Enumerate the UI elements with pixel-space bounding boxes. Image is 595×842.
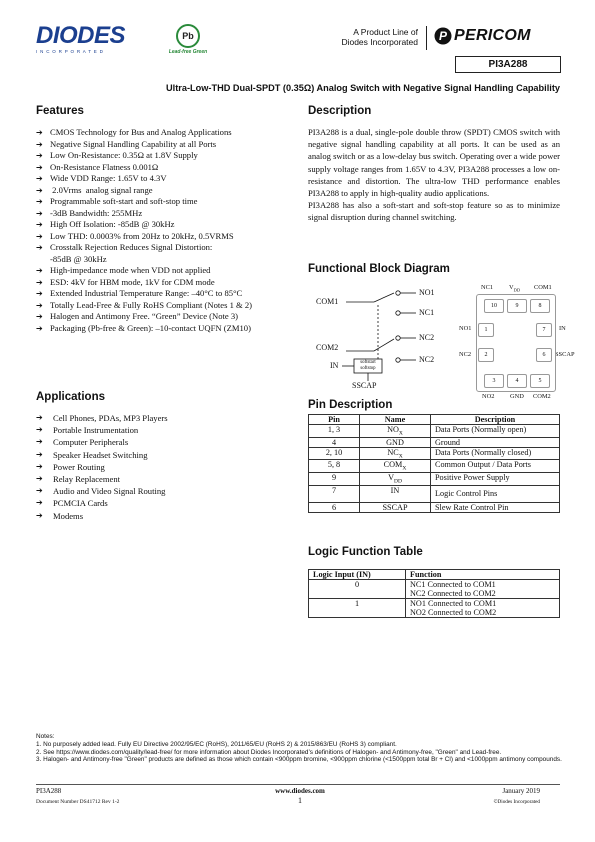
product-line (318, 27, 418, 47)
no1-label: NO1 (419, 288, 435, 297)
pin-3: 3 (484, 374, 504, 388)
list-item: ➔ 2.0Vrms analog signal range (36, 185, 296, 197)
pericom-logo-text: PERICOM (454, 27, 531, 44)
footer-doc-number: Document Number DS41712 Rev 1-2 (36, 799, 120, 805)
pin-6: 6 (536, 348, 552, 362)
product-line-1: A Product Line of (353, 27, 418, 37)
logic-function-table (308, 569, 560, 618)
footer-copyright: ©Diodes Incorporated (493, 799, 540, 805)
pin-description-heading: Pin Description (308, 399, 393, 411)
package-pinout (456, 282, 580, 404)
table-row: 9 $V_{DD}$ Positive Power Supply (309, 472, 560, 485)
list-item: ➔ Programmable soft-start and soft-stop time (36, 196, 296, 208)
list-item: ➔ Crosstalk Rejection Reduces Signal Distortion: -85dB @ 30kHz (36, 242, 296, 265)
com2-label: COM2 (316, 343, 339, 352)
list-item: ➔ Modems (36, 510, 286, 522)
lead-free-icon (176, 24, 200, 48)
col-logic-input: Logic Input (IN) (309, 570, 406, 580)
table-row: 6 SSCAP Slew Rate Control Pin (309, 502, 560, 512)
nc2-label: NC2 (419, 333, 435, 342)
lead-free-badge (168, 24, 208, 55)
pkg-com2-label: COM2 (533, 393, 551, 400)
notes-heading: Notes: (36, 733, 55, 740)
pin-9: 9 (507, 299, 527, 313)
diodes-logo-text: DIODES (36, 22, 126, 49)
svg-text:P: P (438, 29, 448, 43)
pin-1: 1 (478, 323, 494, 337)
table-row: 1, 3 $NO_X$ Data Ports (Normally open) (309, 425, 560, 438)
applications-heading: Applications (36, 391, 106, 403)
description-body (308, 126, 560, 224)
footer-divider (36, 784, 560, 785)
description-paragraph-2: PI3A288 has also a soft-start and soft-stop feature so as to minimize signal disruption during channel switching. (308, 200, 560, 223)
table-row: 1 NO1 Connected to COM1 NO2 Connected to COM2 (309, 599, 560, 618)
document-title: Ultra-Low-THD Dual-SPDT (0.35Ω) Analog Switch with Negative Signal Handling Capability (166, 83, 560, 93)
list-item: ➔ High Off Isolation: -85dB @ 30kHz (36, 219, 296, 231)
col-function: Function (406, 570, 560, 580)
block-diagram-heading: Functional Block Diagram (308, 263, 450, 275)
list-item: ➔ Cell Phones, PDAs, MP3 Players (36, 412, 286, 424)
col-name: Name (360, 415, 431, 425)
lead-free-badge-text: Pb (182, 31, 194, 41)
pin-10: 10 (484, 299, 504, 313)
pkg-nc1-label: NC1 (481, 284, 494, 291)
switch-diagram (312, 283, 452, 393)
description-heading: Description (308, 105, 372, 117)
notes (36, 733, 566, 764)
footer-page-number: 1 (298, 796, 302, 805)
list-item: ➔ Computer Peripherals (36, 436, 286, 448)
pericom-logo (434, 27, 531, 45)
list-item: ➔ ESD: 4kV for HBM mode, 1kV for CDM mode (36, 277, 296, 289)
part-number-box (455, 56, 561, 73)
col-pin: Pin (309, 415, 360, 425)
list-item-continuation: -85dB @ 30kHz (50, 253, 107, 264)
pkg-sscap-label: SSCAP (555, 351, 575, 358)
pin-8: 8 (530, 299, 550, 313)
nc2-label-lower: NC2 (419, 355, 435, 364)
list-item: ➔ Low On-Resistance: 0.35Ω at 1.8V Supply (36, 150, 296, 162)
table-row: 5, 8 $COM_X$ Common Output / Data Ports (309, 460, 560, 473)
list-item: ➔ -3dB Bandwidth: 255MHz (36, 208, 296, 220)
pkg-gnd-label: GND (510, 393, 524, 400)
com1-label: COM1 (316, 297, 339, 306)
list-item: ➔ On-Resistance Flatness 0.001Ω (36, 162, 296, 174)
pin-description-table (308, 414, 560, 513)
note-3: 3. Halogen- and Antimony-free "Green" products are defined as those which contain <900ppm bromine, <900ppm chlorine (<1500ppm total Br + Cl) and <1000ppm antimony compounds. (36, 756, 562, 764)
applications-list (36, 412, 286, 522)
list-item: ➔ High-impedance mode when VDD not applied (36, 265, 296, 277)
sscap-label: SSCAP (352, 381, 377, 390)
table-row: 2, 10 $NC_X$ Data Ports (Normally closed) (309, 447, 560, 460)
features-heading: Features (36, 105, 84, 117)
in-label: IN (330, 361, 339, 370)
nc1-label: NC1 (419, 308, 435, 317)
table-row: 4 GND Ground (309, 437, 560, 447)
header-divider (426, 26, 427, 50)
list-item: ➔ Extended Industrial Temperature Range: –40°C to 85°C (36, 288, 296, 300)
list-item: ➔ Wide VDD Range: 1.65V to 4.3V (36, 173, 296, 185)
pkg-no2-label: NO2 (482, 393, 495, 400)
footer-part: PI3A288 (36, 787, 62, 795)
list-item: ➔ Portable Instrumentation (36, 424, 286, 436)
list-item: ➔ Power Routing (36, 461, 286, 473)
description-paragraph-1: PI3A288 is a dual, single-pole double throw (SPDT) CMOS switch with negative signal handling capability at all ports. It can be used as an analog switch or as a low-delay bus switch. Operating over a wide power supply voltage ranges from 1.65V to 4.3V, PI3A288 processes a low on-resistance and distortion. The ultra-low THD performance enables PI3A288 to apply in high-quality audio applications. (308, 127, 560, 199)
pin-4: 4 (507, 374, 527, 388)
pericom-p-icon (434, 27, 452, 45)
pkg-vdd-label: $V_{DD}$ (509, 284, 521, 293)
control-block-line-1: softstart (360, 360, 376, 365)
list-item: ➔ Audio and Video Signal Routing (36, 485, 286, 497)
note-2: 2. See https://www.diodes.com/quality/lead-free/ for more information about Diodes Incorporated’s definitions of Halogen- and Antimony-free, "Green" and Lead-free. (36, 748, 502, 756)
control-block-line-2: softstop (360, 366, 376, 371)
features-list (36, 127, 296, 334)
list-item: ➔ PCMCIA Cards (36, 497, 286, 509)
pkg-com1-label: COM1 (534, 284, 552, 291)
list-item: ➔ Packaging (Pb-free & Green): –10-contact UQFN (ZM10) (36, 323, 296, 335)
pkg-no1-label: NO1 (459, 325, 472, 332)
list-item: ➔ Halogen and Antimony Free. “Green” Device (Note 3) (36, 311, 296, 323)
pkg-nc2-label: NC2 (459, 351, 472, 358)
diodes-logo (36, 24, 125, 54)
list-item: ➔ CMOS Technology for Bus and Analog Applications (36, 127, 296, 139)
table-header-row (309, 570, 560, 580)
pin-5: 5 (530, 374, 550, 388)
logic-table-heading: Logic Function Table (308, 546, 423, 558)
footer-website[interactable]: www.diodes.com (275, 787, 325, 795)
table-row: 0 NC1 Connected to COM1 NC2 Connected to COM2 (309, 580, 560, 599)
list-item: ➔ Negative Signal Handling Capability at all Ports (36, 139, 296, 151)
diodes-logo-sub: I N C O R P O R A T E D (36, 49, 104, 54)
list-item: ➔ Speaker Headset Switching (36, 449, 286, 461)
pin-2: 2 (478, 348, 494, 362)
list-item: ➔ Low THD: 0.0003% from 20Hz to 20kHz, 0.5VRMS (36, 231, 296, 243)
table-row: 7 IN Logic Control Pins (309, 485, 560, 502)
table-header-row (309, 415, 560, 425)
control-block (354, 360, 382, 372)
list-item: ➔ Totally Lead-Free & Fully RoHS Compliant (Notes 1 & 2) (36, 300, 296, 312)
part-number: PI3A288 (488, 59, 528, 70)
footer-date: January 2019 (502, 787, 540, 795)
pkg-in-label: IN (559, 325, 566, 332)
pin-7: 7 (536, 323, 552, 337)
note-1: 1. No purposely added lead. Fully EU Directive 2002/95/EC (RoHS), 2011/65/EU (RoHS 2) & 2015/863/EU (RoHS 3) compliant. (36, 740, 397, 748)
list-item: ➔ Relay Replacement (36, 473, 286, 485)
lead-free-text: Lead-free Green (168, 49, 208, 55)
product-line-2: Diodes Incorporated (341, 37, 418, 47)
col-description: Description (431, 415, 560, 425)
